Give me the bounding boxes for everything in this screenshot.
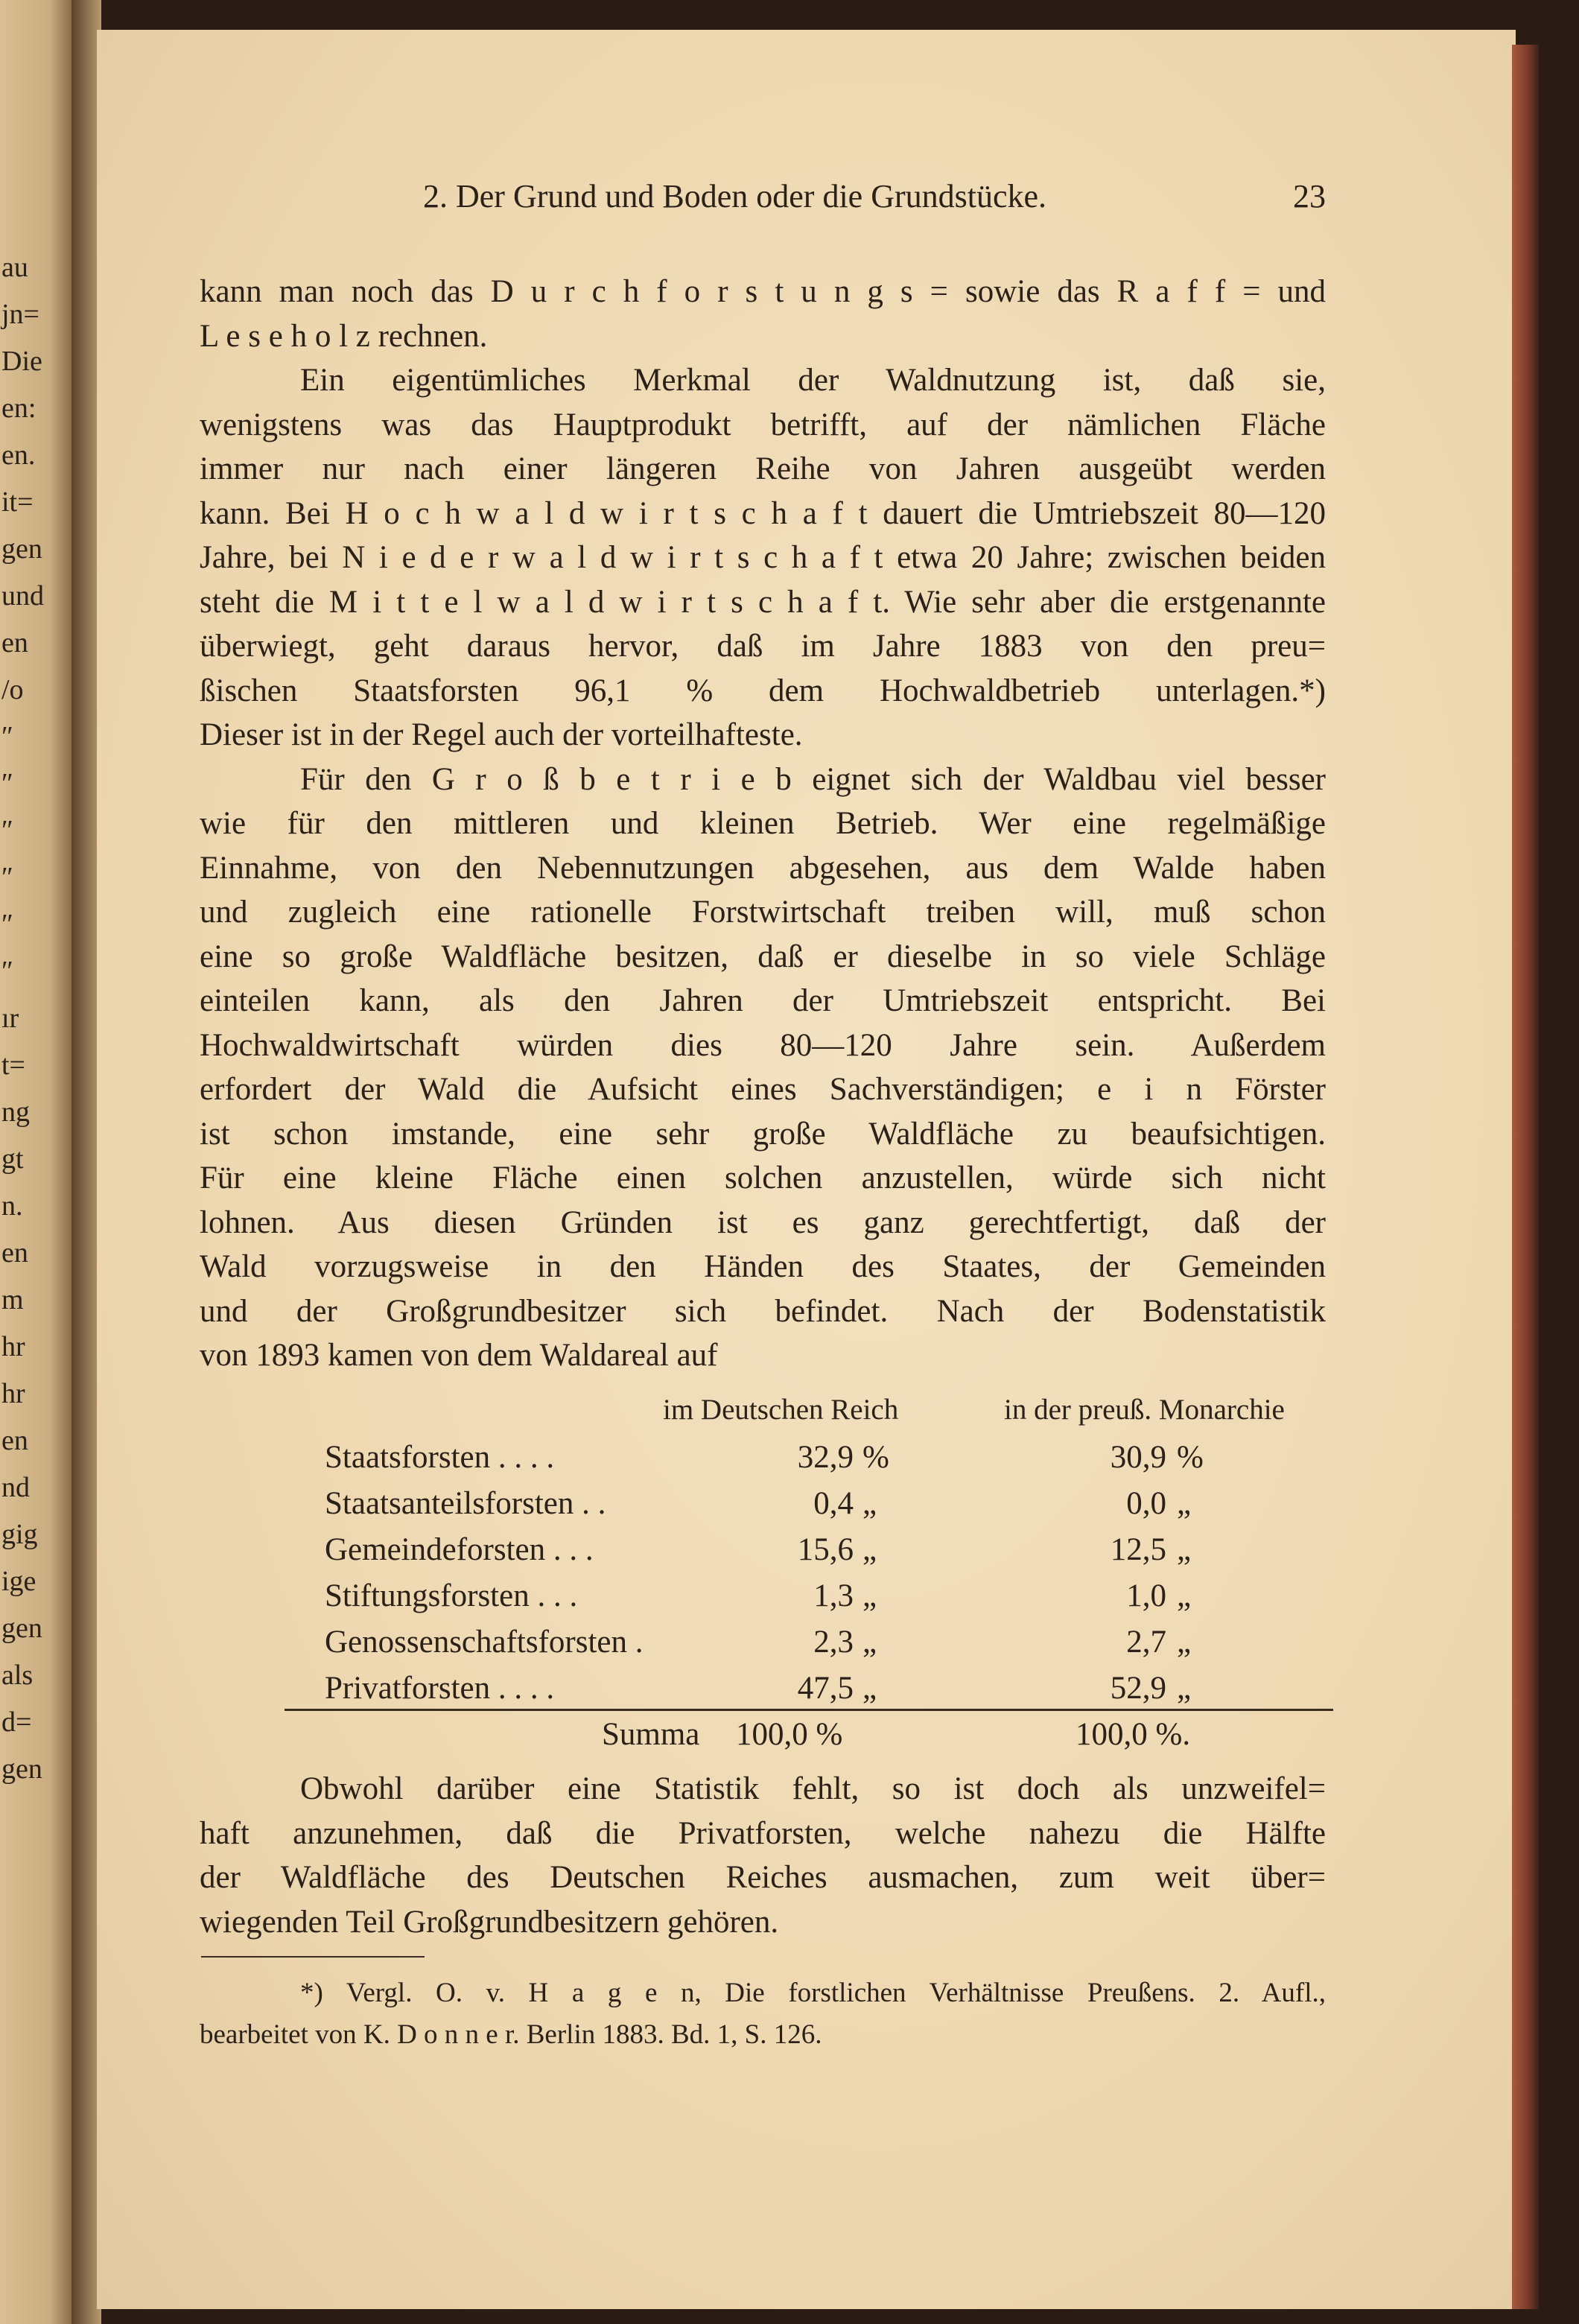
facing-page-fragment: /o bbox=[1, 674, 24, 705]
running-header bbox=[200, 177, 1326, 222]
facing-page-edge bbox=[0, 0, 72, 2324]
page-number: 23 bbox=[1293, 178, 1326, 215]
preussen-value: 12,5 bbox=[1110, 1532, 1166, 1567]
text-line: Obwohl darüber eine Statistik fehlt, so ist doch als unzweifel= bbox=[300, 1771, 1326, 1806]
facing-page-fragment: en bbox=[1, 1237, 28, 1269]
table-row bbox=[325, 1439, 1330, 1485]
footnote bbox=[200, 1972, 1326, 2056]
footnote-line: bearbeitet von K. D o n n e r. Berlin 1883. Bd. 1, S. 126. bbox=[200, 2019, 822, 2050]
facing-page-fragment: it= bbox=[1, 486, 34, 518]
text-line: immer nur nach einer längeren Reihe von Jahren ausgeübt werden bbox=[200, 451, 1326, 486]
facing-page-fragment: hr bbox=[1, 1378, 25, 1409]
facing-page-fragment: m bbox=[1, 1284, 24, 1315]
table-row bbox=[325, 1624, 1330, 1670]
text-line: Einnahme, von den Nebennutzungen abgesehen, aus dem Walde haben bbox=[200, 850, 1326, 886]
reich-value: 15,6 bbox=[797, 1532, 854, 1567]
text-line: Jahre, bei N i e d e r w a l d w i r t s c h a f t etwa 20 Jahre; zwischen beiden bbox=[200, 540, 1326, 575]
column-header-reich: im Deutschen Reich bbox=[663, 1394, 899, 1426]
text-line: Ein eigentümliches Merkmal der Waldnutzung ist, daß sie, bbox=[300, 363, 1326, 398]
text-line: eine so große Waldfläche besitzen, daß er dieselbe in so viele Schläge bbox=[200, 939, 1326, 974]
preussen-unit: „ bbox=[1177, 1671, 1192, 1706]
text-line: Dieser ist in der Regel auch der vorteilhafteste. bbox=[200, 717, 803, 752]
reich-value: 32,9 bbox=[797, 1440, 854, 1475]
reich-unit: „ bbox=[862, 1578, 877, 1613]
closing-paragraph bbox=[200, 1767, 1326, 1944]
page-edge-red bbox=[1512, 45, 1539, 2309]
reich-value: 1,3 bbox=[813, 1578, 854, 1613]
text-line: lohnen. Aus diesen Gründen ist es ganz gerechtfertigt, daß der bbox=[200, 1204, 1326, 1240]
text-line: der Waldfläche des Deutschen Reiches ausmachen, zum weit über= bbox=[200, 1860, 1326, 1895]
facing-page-fragment: t= bbox=[1, 1050, 25, 1081]
table-row bbox=[325, 1578, 1330, 1624]
row-label: Gemeindeforsten . . . bbox=[325, 1532, 594, 1567]
facing-page-fragment: en bbox=[1, 627, 28, 658]
column-header-preussen: in der preuß. Monarchie bbox=[1004, 1394, 1285, 1426]
text-line: Hochwaldwirtschaft würden dies 80—120 Jahre sein. Außerdem bbox=[200, 1027, 1326, 1063]
row-label: Staatsforsten . . . . bbox=[325, 1440, 555, 1475]
preussen-value: 0,0 bbox=[1126, 1486, 1166, 1521]
reich-unit: „ bbox=[862, 1625, 877, 1660]
facing-page-fragment: gen bbox=[1, 1613, 42, 1644]
preussen-unit: „ bbox=[1177, 1532, 1192, 1567]
text-line: kann. Bei H o c h w a l d w i r t s c h a f t dauert die Umtriebszeit 80—120 bbox=[200, 495, 1326, 531]
text-line: und zugleich eine rationelle Forstwirtschaft treiben will, muß schon bbox=[200, 895, 1326, 930]
facing-page-fragment: en: bbox=[1, 393, 36, 424]
preussen-value: 52,9 bbox=[1110, 1671, 1166, 1706]
text-line: wenigstens was das Hauptprodukt betrifft, auf der nämlichen Fläche bbox=[200, 407, 1326, 442]
table-row bbox=[325, 1485, 1330, 1531]
preussen-value: 2,7 bbox=[1126, 1625, 1166, 1660]
row-label: Stiftungsforsten . . . bbox=[325, 1578, 578, 1613]
text-line: L e s e h o l z rechnen. bbox=[200, 318, 488, 354]
text-line: ist schon imstande, eine sehr große Waldfläche zu beaufsichtigen. bbox=[200, 1116, 1326, 1152]
facing-page-fragment: ″ bbox=[1, 815, 13, 846]
preussen-unit: „ bbox=[1177, 1486, 1192, 1521]
text-line: wiegenden Teil Großgrundbesitzern gehören. bbox=[200, 1904, 779, 1940]
text-line: von 1893 kamen von dem Waldareal auf bbox=[200, 1338, 718, 1373]
facing-page-fragment: gen bbox=[1, 1753, 42, 1785]
reich-unit: % bbox=[862, 1440, 889, 1475]
footnote-line: *) Vergl. O. v. H a g e n, Die forstlichen Verhältnisse Preußens. 2. Aufl., bbox=[300, 1978, 1326, 2008]
reich-value: 2,3 bbox=[813, 1625, 854, 1660]
preussen-value: 1,0 bbox=[1126, 1578, 1166, 1613]
reich-unit: „ bbox=[862, 1486, 877, 1521]
facing-page-fragment: gen bbox=[1, 533, 42, 565]
reich-value: 0,4 bbox=[813, 1486, 854, 1521]
text-line: Wald vorzugsweise in den Händen des Staates, der Gemeinden bbox=[200, 1249, 1326, 1284]
text-line: und der Großgrundbesitzer sich befindet. Nach der Bodenstatistik bbox=[200, 1293, 1326, 1329]
facing-page-fragment: Die bbox=[1, 346, 42, 377]
facing-page-fragment: en. bbox=[1, 439, 36, 471]
preussen-unit: „ bbox=[1177, 1625, 1192, 1660]
text-line: ßischen Staatsforsten 96,1 % dem Hochwaldbetrieb unterlagen.*) bbox=[200, 673, 1326, 708]
facing-page-fragment: ır bbox=[1, 1003, 19, 1034]
text-line: steht die M i t t e l w a l d w i r t s c h a f t. Wie sehr aber die erstgenannte bbox=[200, 584, 1326, 620]
row-label: Genossenschaftsforsten . bbox=[325, 1625, 644, 1660]
facing-page-fragment: ″ bbox=[1, 721, 13, 752]
sum-rule bbox=[285, 1709, 1333, 1711]
facing-page-fragment: nd bbox=[1, 1472, 30, 1503]
facing-page-fragment: gig bbox=[1, 1519, 38, 1550]
table-row bbox=[325, 1531, 1330, 1578]
text-line: kann man noch das D u r c h f o r s t u n g s = sowie das R a f f = und bbox=[200, 274, 1326, 309]
body-text bbox=[200, 270, 1326, 1378]
text-line: wie für den mittleren und kleinen Betrieb. Wer eine regelmäßige bbox=[200, 806, 1326, 841]
sum-label: Summa bbox=[602, 1717, 700, 1752]
reich-unit: „ bbox=[862, 1671, 877, 1706]
facing-page-fragment: ″ bbox=[1, 956, 13, 987]
facing-page-fragment: ige bbox=[1, 1566, 36, 1597]
facing-page-fragment: ″ bbox=[1, 862, 13, 893]
facing-page-fragment: jn= bbox=[1, 299, 39, 330]
sum-reich: 100,0 % bbox=[736, 1717, 843, 1752]
row-label: Staatsanteilsforsten . . bbox=[325, 1486, 606, 1521]
text-line: haft anzunehmen, daß die Privatforsten, welche nahezu die Hälfte bbox=[200, 1815, 1326, 1851]
preussen-unit: „ bbox=[1177, 1578, 1192, 1613]
facing-page-fragment: ″ bbox=[1, 909, 13, 940]
facing-page-fragment: en bbox=[1, 1425, 28, 1456]
text-line: überwiegt, geht daraus hervor, daß im Jahre 1883 von den preu= bbox=[200, 629, 1326, 664]
preussen-unit: % bbox=[1177, 1440, 1204, 1475]
running-title: 2. Der Grund und Boden oder die Grundstücke. bbox=[423, 178, 1047, 215]
text-line: Für den G r o ß b e t r i e b eignet sich der Waldbau viel besser bbox=[300, 761, 1326, 797]
facing-page-fragment: ng bbox=[1, 1096, 30, 1128]
reich-value: 47,5 bbox=[797, 1671, 854, 1706]
preussen-value: 30,9 bbox=[1110, 1440, 1166, 1475]
text-line: Für eine kleine Fläche einen solchen anzustellen, würde sich nicht bbox=[200, 1161, 1326, 1196]
facing-page-fragment: d= bbox=[1, 1707, 32, 1738]
row-label: Privatforsten . . . . bbox=[325, 1671, 555, 1706]
sum-preussen: 100,0 %. bbox=[1076, 1717, 1191, 1752]
facing-page-fragment: n. bbox=[1, 1190, 23, 1222]
facing-page-fragment: und bbox=[1, 580, 44, 612]
facing-page-fragment: ″ bbox=[1, 768, 13, 799]
facing-page-fragment: au bbox=[1, 252, 28, 283]
reich-unit: „ bbox=[862, 1532, 877, 1567]
facing-page-fragment: als bbox=[1, 1660, 34, 1691]
facing-page-fragment: gt bbox=[1, 1143, 24, 1175]
footnote-rule bbox=[201, 1956, 425, 1958]
text-line: erfordert der Wald die Aufsicht eines Sachverständigen; e i n Förster bbox=[200, 1072, 1326, 1107]
facing-page-fragment: hr bbox=[1, 1331, 25, 1362]
text-line: einteilen kann, als den Jahren der Umtriebszeit entspricht. Bei bbox=[200, 983, 1326, 1018]
